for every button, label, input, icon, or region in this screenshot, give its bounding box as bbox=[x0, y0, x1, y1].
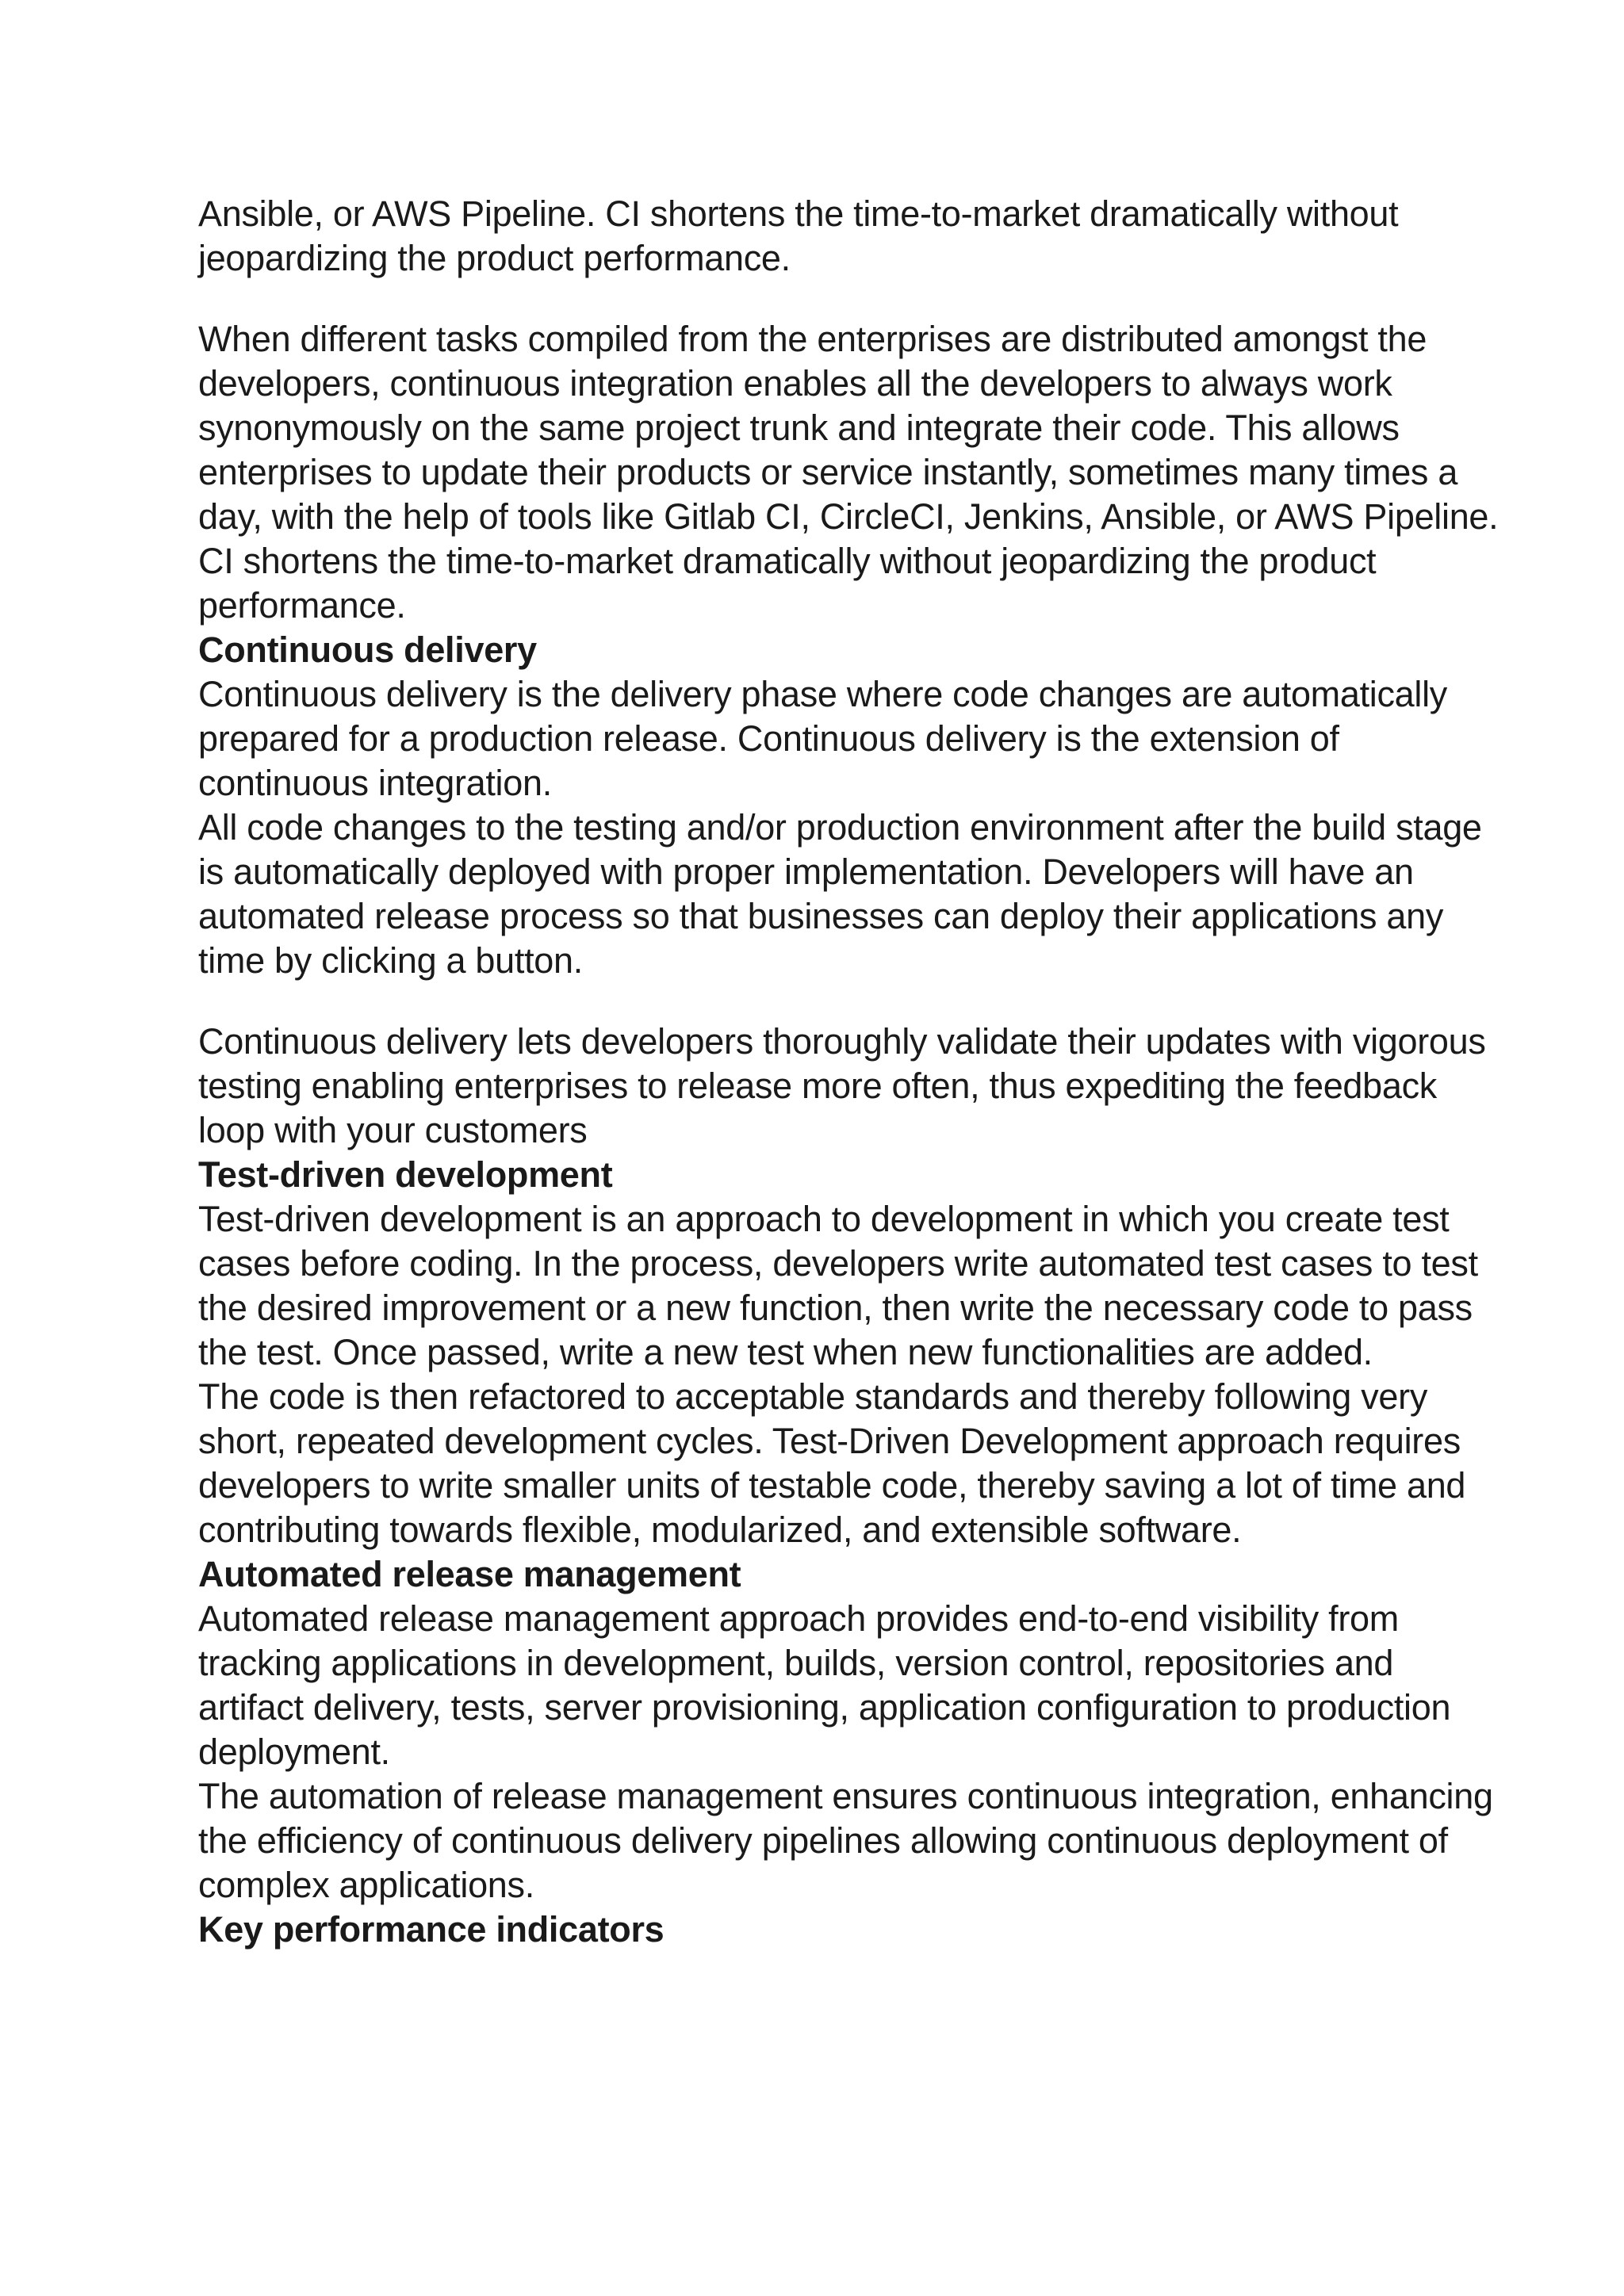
paragraph-cd-code-changes: All code changes to the testing and/or production environment after the build stage is automatically deployed with proper implementation. Developers will have an automated release process so that businesses can deploy their applications any time by clicking a button. bbox=[198, 807, 1482, 981]
heading-continuous-delivery: Continuous delivery bbox=[198, 629, 537, 670]
paragraph-cd-validation: Continuous delivery lets developers thoroughly validate their updates with vigorous testing enabling enterprises to release more often, thus expediting the feedback loop with your customers bbox=[198, 1021, 1486, 1150]
heading-test-driven-development: Test-driven development bbox=[198, 1154, 613, 1195]
heading-automated-release-management: Automated release management bbox=[198, 1554, 741, 1594]
document-body bbox=[198, 192, 1499, 1952]
heading-key-performance-indicators: Key performance indicators bbox=[198, 1909, 665, 1950]
paragraph-ci-continued: Ansible, or AWS Pipeline. CI shortens the time-to-market dramatically without jeopardizing the product performance. bbox=[198, 193, 1399, 278]
paragraph-tdd-definition: Test-driven development is an approach to development in which you create test cases before coding. In the process, developers write automated test cases to test the desired improvement or a new function, then write the necessary code to pass the test. Once passed, write a new test when new functionalities are added. bbox=[198, 1199, 1478, 1372]
paragraph-arm-visibility: Automated release management approach provides end-to-end visibility from tracking applications in development, builds, version control, repositories and artifact delivery, tests, server provisioning, application configuration to production deployment. bbox=[198, 1598, 1451, 1772]
paragraph-ci-developers: When different tasks compiled from the enterprises are distributed amongst the developers, continuous integration enables all the developers to always work synonymously on the same project trunk and integrate their code. This allows enterprises to update their products or service instantly, sometimes many times a day, with the help of tools like Gitlab CI, CircleCI, Jenkins, Ansible, or AWS Pipeline. CI shortens the time-to-market dramatically without jeopardizing the product performance. bbox=[198, 319, 1499, 626]
paragraph-tdd-refactor: The code is then refactored to acceptable standards and thereby following very short, repeated development cycles. Test-Driven Development approach requires developers to write smaller units of testable code, thereby saving a lot of time and contributing towards flexible, modularized, and extensible software. bbox=[198, 1376, 1466, 1550]
paragraph-cd-definition: Continuous delivery is the delivery phase where code changes are automatically prepared for a production release. Continuous delivery is the extension of continuous integration. bbox=[198, 674, 1448, 803]
paragraph-arm-automation: The automation of release management ensures continuous integration, enhancing the efficiency of continuous delivery pipelines allowing continuous deployment of complex applications. bbox=[198, 1776, 1493, 1905]
